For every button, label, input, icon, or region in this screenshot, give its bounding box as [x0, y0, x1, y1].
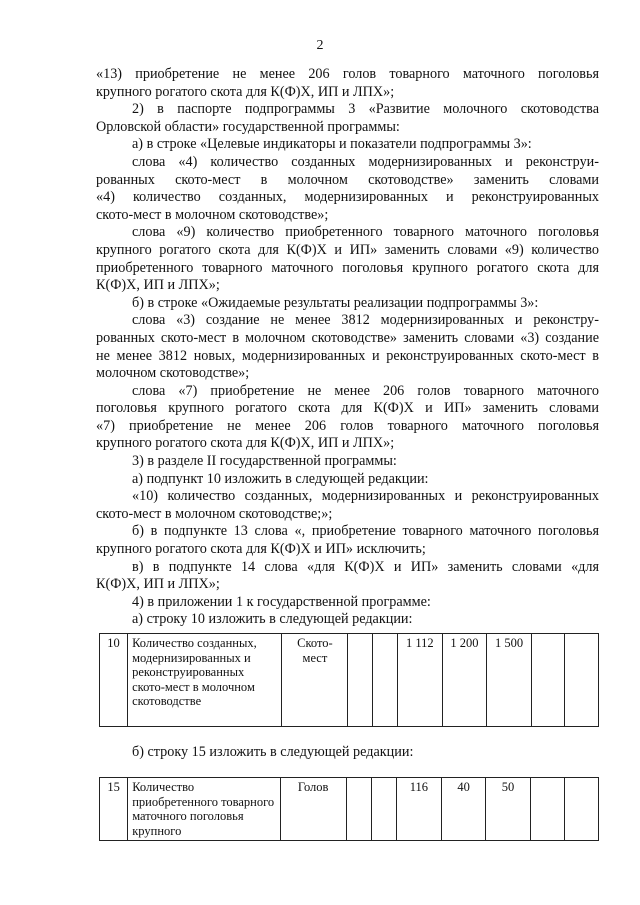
text-line: крупного рогатого скота для К(Ф)Х и ИП» исключить; — [96, 541, 426, 558]
text-line: 3) в разделе II государственной программы: — [132, 453, 397, 470]
text-line: Орловской области» государственной программы: — [96, 118, 400, 135]
text-line: рованных ското-мест в молочном скотоводстве» заменить словами — [96, 171, 599, 188]
table-caption: б) строку 15 изложить в следующей редакции: — [132, 744, 414, 760]
text-line: молочном скотоводстве»; — [96, 365, 250, 382]
text-line: ското-мест в молочном скотоводстве»; — [96, 206, 329, 223]
text-line: слова «7) приобретение не менее 206 голов товарного маточного — [132, 382, 599, 399]
empty-cell — [348, 634, 373, 727]
text-line: крупного рогатого скота для К(Ф)Х и ИП» заменить словами «9) количество — [96, 241, 599, 258]
indicator-name-cell: Количество созданных, модернизированных и реконструированных ското-мест в молочном скотоводстве — [128, 634, 282, 727]
value-cell: 1 112 — [397, 634, 442, 727]
table-row — [100, 778, 599, 841]
text-line: «4) количество созданных, модернизированных и реконструированных — [96, 189, 599, 206]
empty-cell — [371, 778, 396, 841]
text-line: крупного рогатого скота для К(Ф)Х, ИП и ЛПХ»; — [96, 435, 395, 452]
empty-cell — [530, 778, 564, 841]
row-number-cell: 10 — [100, 634, 128, 727]
value-cell: 50 — [486, 778, 530, 841]
empty-cell — [565, 634, 599, 727]
text-line: 4) в приложении 1 к государственной программе: — [132, 593, 431, 610]
indicator-name-cell: Количество приобретенного товарного маточного поголовья крупного — [128, 778, 280, 841]
unit-cell: Голов — [280, 778, 346, 841]
text-line: ското-мест в молочном скотоводстве;»; — [96, 505, 333, 522]
table-row — [100, 634, 599, 727]
text-line: К(Ф)Х, ИП и ЛПХ»; — [96, 277, 220, 294]
value-cell: 1 500 — [487, 634, 532, 727]
page-number: 2 — [316, 38, 324, 53]
text-line: слова «3) создание не менее 3812 модернизированных и реконстру- — [132, 312, 599, 329]
text-line: «13) приобретение не менее 206 голов товарного маточного поголовья — [96, 66, 599, 82]
text-line: а) подпункт 10 изложить в следующей редакции: — [132, 470, 429, 487]
text-line: слова «4) количество созданных модернизированных и реконструи- — [132, 153, 599, 170]
text-line: а) в строке «Целевые индикаторы и показатели подпрограммы 3»: — [132, 136, 532, 153]
text-line: б) в подпункте 13 слова «, приобретение товарного маточного поголовья — [132, 523, 599, 540]
text-line: крупного рогатого скота для К(Ф)Х, ИП и ЛПХ»; — [96, 83, 395, 100]
text-line: «10) количество созданных, модернизированных и реконструированных — [132, 488, 599, 505]
empty-cell — [373, 634, 398, 727]
unit-cell: Ското-мест — [282, 634, 348, 727]
empty-cell — [564, 778, 598, 841]
value-cell: 116 — [396, 778, 441, 841]
text-line: К(Ф)Х, ИП и ЛПХ»; — [96, 576, 220, 593]
text-line: поголовья крупного рогатого скота для К(Ф)Х и ИП» заменить словами — [96, 400, 599, 417]
table-row-10 — [99, 633, 599, 727]
text-line: в) в подпункте 14 слова «для К(Ф)Х и ИП» заменить словами «для — [132, 558, 599, 575]
text-line: «7) приобретение не менее 206 голов товарного маточного поголовья — [96, 417, 599, 434]
text-line: б) в строке «Ожидаемые результаты реализации подпрограммы 3»: — [132, 294, 539, 311]
text-line: приобретенного товарного маточного поголовья крупного рогатого скота для — [96, 259, 599, 276]
empty-cell — [531, 634, 565, 727]
value-cell: 40 — [441, 778, 485, 841]
text-line: слова «9) количество приобретенного товарного маточного поголовья — [132, 224, 599, 241]
text-line: 2) в паспорте подпрограммы 3 «Развитие молочного скотоводства — [132, 101, 599, 118]
value-cell: 1 200 — [442, 634, 487, 727]
document-body — [96, 66, 599, 629]
text-line: рованных ското-мест в молочном скотоводстве» заменить словами «3) создание — [96, 329, 599, 346]
row-number-cell: 15 — [100, 778, 128, 841]
empty-cell — [346, 778, 371, 841]
table-row-15 — [99, 777, 599, 841]
text-line: не менее 3812 новых, модернизированных и реконструированных ското-мест в — [96, 347, 599, 364]
text-line: а) строку 10 изложить в следующей редакции: — [132, 611, 413, 628]
